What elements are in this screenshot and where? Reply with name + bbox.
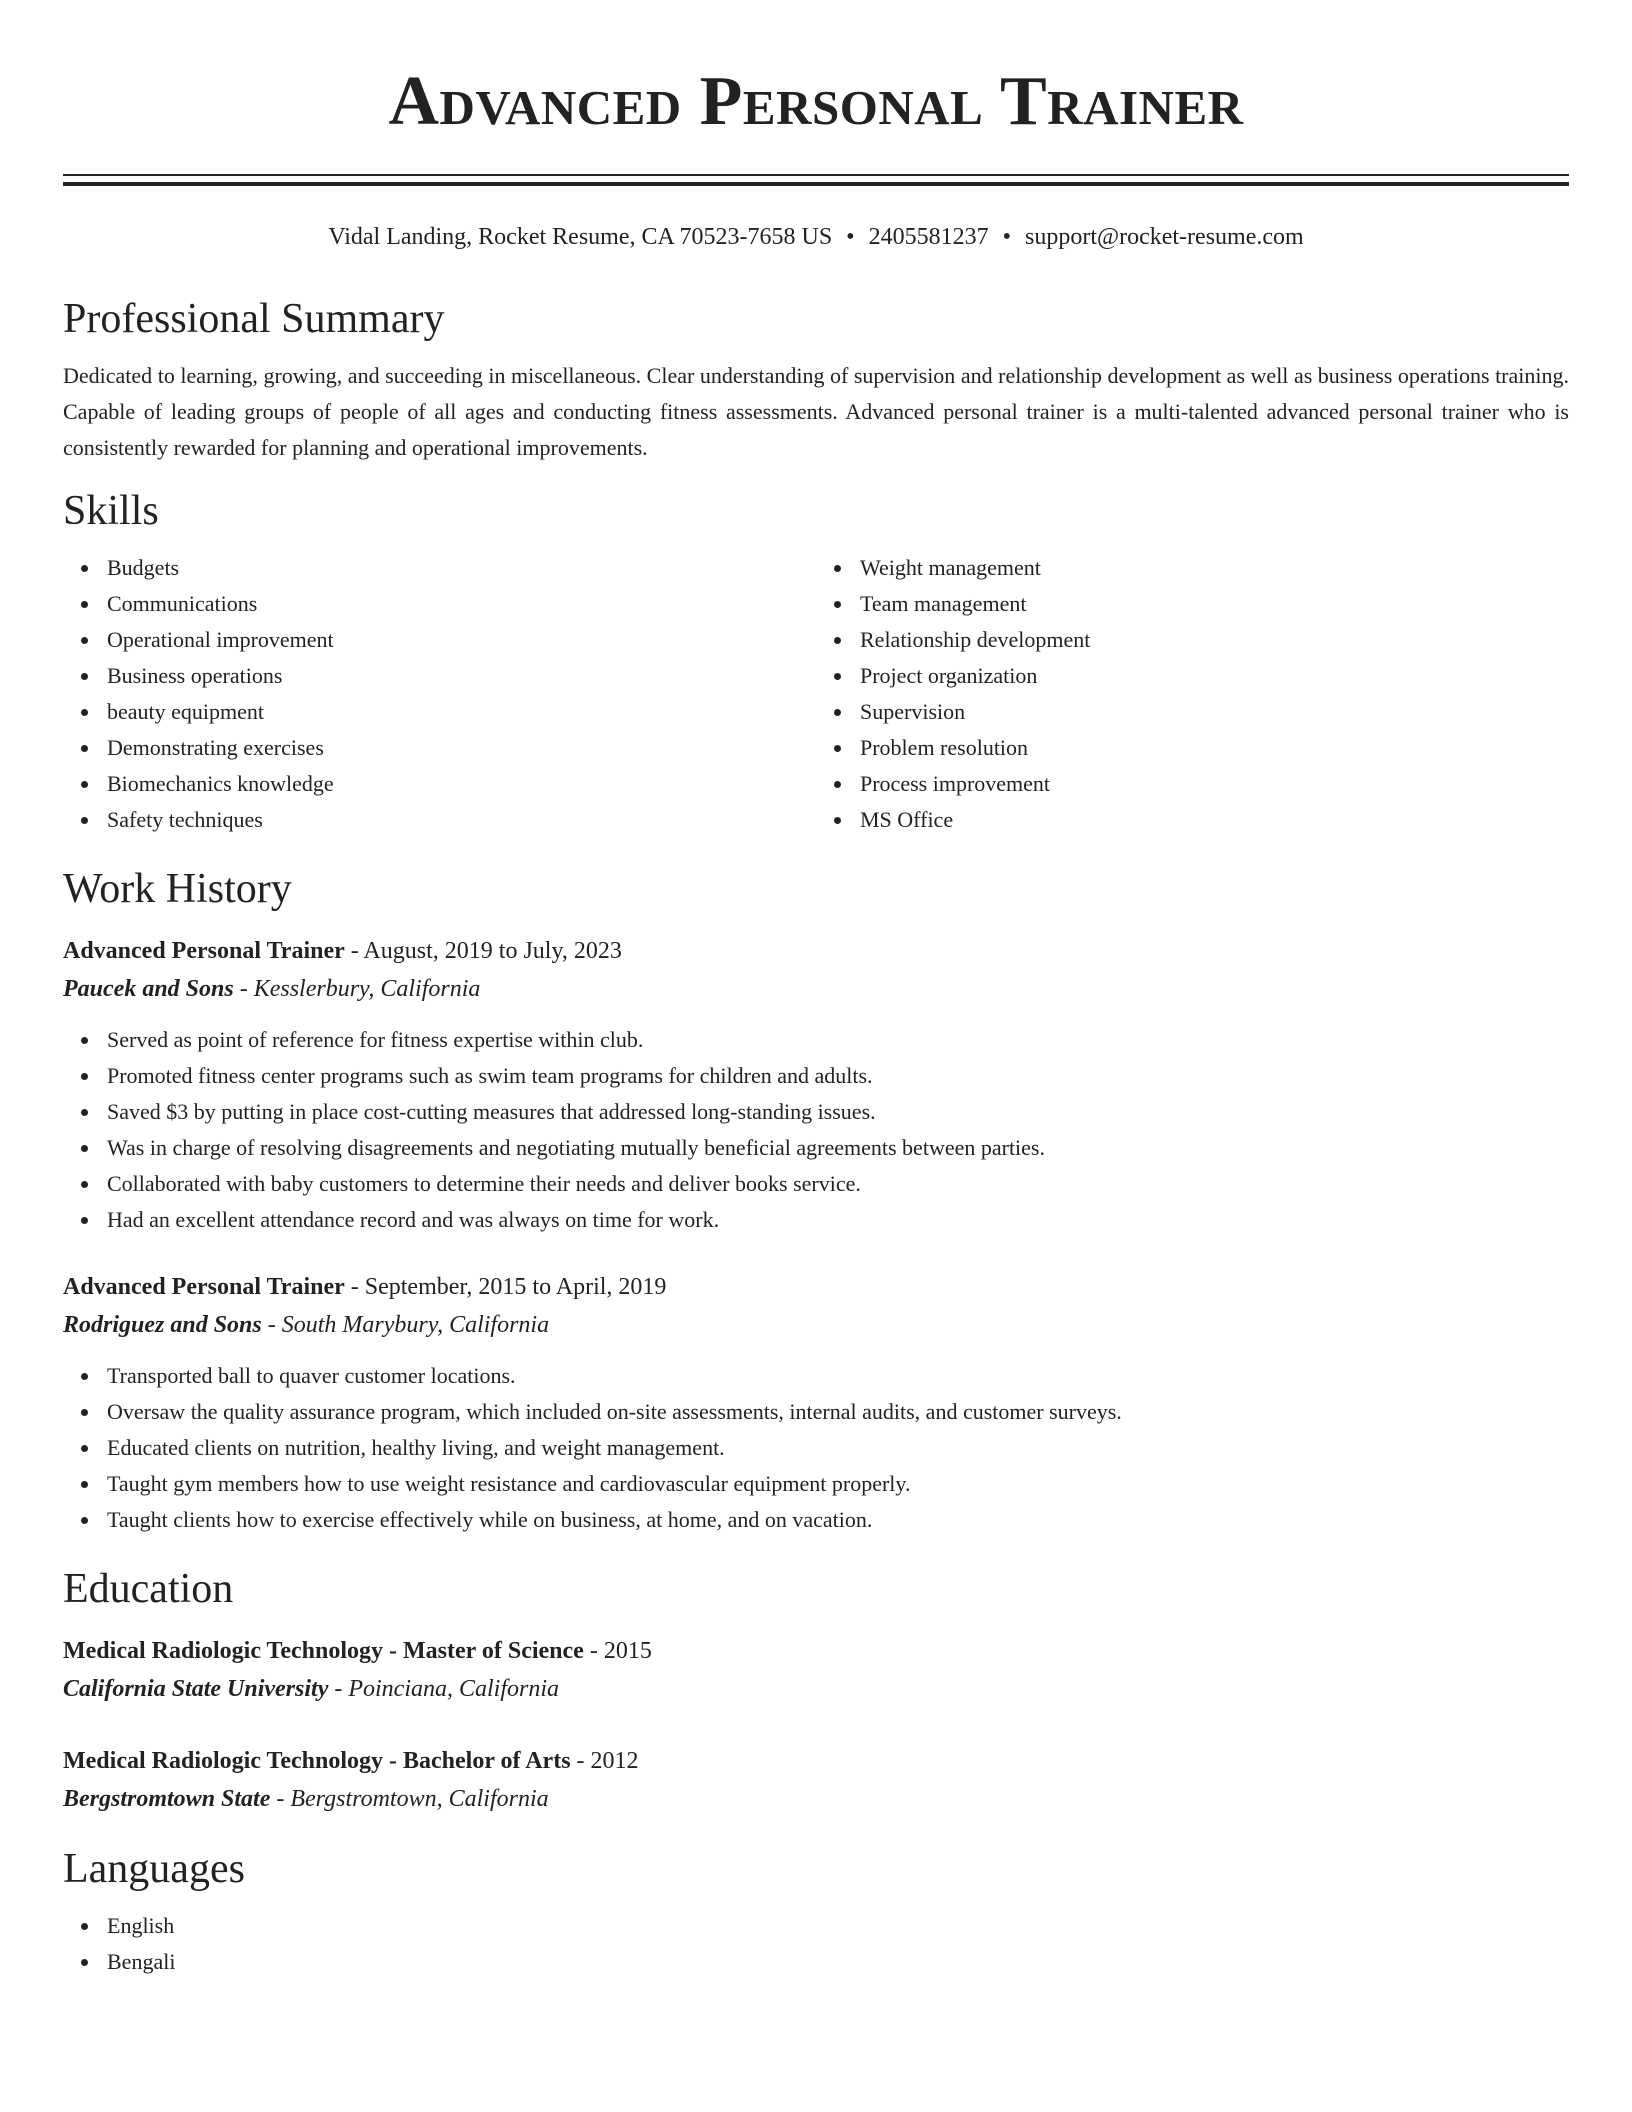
skill-item: Operational improvement bbox=[107, 622, 816, 658]
contact-separator: • bbox=[846, 224, 855, 250]
school-location: - Poinciana, California bbox=[328, 1676, 560, 1702]
skill-item: beauty equipment bbox=[107, 694, 816, 730]
company-location: - South Marybury, California bbox=[261, 1312, 550, 1338]
skill-item: Supervision bbox=[860, 694, 1569, 730]
skill-item: Business operations bbox=[107, 658, 816, 694]
education-heading: Education bbox=[63, 1566, 234, 1612]
language-item: English bbox=[107, 1908, 1569, 1944]
skill-item: Process improvement bbox=[860, 766, 1569, 802]
degree: Medical Radiologic Technology - Bachelor of Arts bbox=[63, 1748, 571, 1774]
header-divider bbox=[63, 174, 1569, 186]
skill-item: Problem resolution bbox=[860, 730, 1569, 766]
school-location: - Bergstromtown, California bbox=[270, 1786, 549, 1812]
company-name: Rodriguez and Sons bbox=[63, 1312, 262, 1338]
skill-item: Biomechanics knowledge bbox=[107, 766, 816, 802]
job-entry bbox=[63, 1268, 1569, 1538]
skills-column-left bbox=[63, 550, 816, 838]
skill-item: Team management bbox=[860, 586, 1569, 622]
skill-item: Weight management bbox=[860, 550, 1569, 586]
skills-heading: Skills bbox=[63, 488, 159, 534]
languages-list bbox=[63, 1908, 1569, 1980]
job-bullet: Taught clients how to exercise effectively while on business, at home, and on vacation. bbox=[107, 1502, 1569, 1538]
skill-item: Safety techniques bbox=[107, 802, 816, 838]
summary-heading: Professional Summary bbox=[63, 296, 445, 342]
languages-heading: Languages bbox=[63, 1846, 245, 1892]
job-bullet: Had an excellent attendance record and was always on time for work. bbox=[107, 1202, 1569, 1238]
graduation-year: - 2015 bbox=[583, 1638, 652, 1664]
language-item: Bengali bbox=[107, 1944, 1569, 1980]
skill-item: Project organization bbox=[860, 658, 1569, 694]
job-bullets bbox=[63, 1022, 1569, 1238]
work-history-heading: Work History bbox=[63, 866, 292, 912]
skill-item: Demonstrating exercises bbox=[107, 730, 816, 766]
job-bullet: Collaborated with baby customers to determine their needs and deliver books service. bbox=[107, 1166, 1569, 1202]
summary-text: Dedicated to learning, growing, and succeeding in miscellaneous. Clear understanding of supervision and relationship development as well as business operations training. Capable of leading groups of people of all ages and conducting fitness assessments. Advanced personal trainer is a multi-talented advanced personal trainer who is consistently rewarded for planning and operational improvements. bbox=[63, 363, 1569, 460]
company-name: Paucek and Sons bbox=[63, 976, 234, 1002]
education-entry bbox=[63, 1742, 1569, 1818]
job-bullets bbox=[63, 1358, 1569, 1538]
job-dates: - September, 2015 to April, 2019 bbox=[344, 1274, 667, 1300]
contact-phone: 2405581237 bbox=[868, 224, 989, 250]
job-bullet: Oversaw the quality assurance program, which included on-site assessments, internal audits, and customer surveys. bbox=[107, 1394, 1569, 1430]
degree: Medical Radiologic Technology - Master of Science bbox=[63, 1638, 584, 1664]
job-title: Advanced Personal Trainer bbox=[63, 938, 345, 964]
education-entry bbox=[63, 1632, 1569, 1708]
job-bullet: Transported ball to quaver customer locations. bbox=[107, 1358, 1569, 1394]
job-bullet: Saved $3 by putting in place cost-cutting measures that addressed long-standing issues. bbox=[107, 1094, 1569, 1130]
skill-item: Relationship development bbox=[860, 622, 1569, 658]
school-name: California State University bbox=[63, 1676, 329, 1702]
skills-column-right bbox=[816, 550, 1569, 838]
contact-email[interactable]: support@rocket-resume.com bbox=[1024, 224, 1304, 250]
job-bullet: Educated clients on nutrition, healthy living, and weight management. bbox=[107, 1430, 1569, 1466]
job-title: Advanced Personal Trainer bbox=[63, 1274, 345, 1300]
company-location: - Kesslerbury, California bbox=[233, 976, 481, 1002]
graduation-year: - 2012 bbox=[570, 1748, 639, 1774]
job-bullet: Served as point of reference for fitness expertise within club. bbox=[107, 1022, 1569, 1058]
skill-item: MS Office bbox=[860, 802, 1569, 838]
job-bullet: Taught gym members how to use weight resistance and cardiovascular equipment properly. bbox=[107, 1466, 1569, 1502]
job-bullet: Was in charge of resolving disagreements and negotiating mutually beneficial agreements between parties. bbox=[107, 1130, 1569, 1166]
resume-name: Advanced Personal Trainer bbox=[388, 63, 1244, 140]
skills-list bbox=[63, 550, 1569, 838]
job-bullet: Promoted fitness center programs such as swim team programs for children and adults. bbox=[107, 1058, 1569, 1094]
contact-line bbox=[63, 222, 1569, 252]
school-name: Bergstromtown State bbox=[63, 1786, 271, 1812]
contact-address: Vidal Landing, Rocket Resume, CA 70523-7658 US bbox=[328, 224, 833, 250]
contact-separator: • bbox=[1002, 224, 1011, 250]
job-dates: - August, 2019 to July, 2023 bbox=[344, 938, 622, 964]
skill-item: Budgets bbox=[107, 550, 816, 586]
job-entry bbox=[63, 932, 1569, 1238]
skill-item: Communications bbox=[107, 586, 816, 622]
